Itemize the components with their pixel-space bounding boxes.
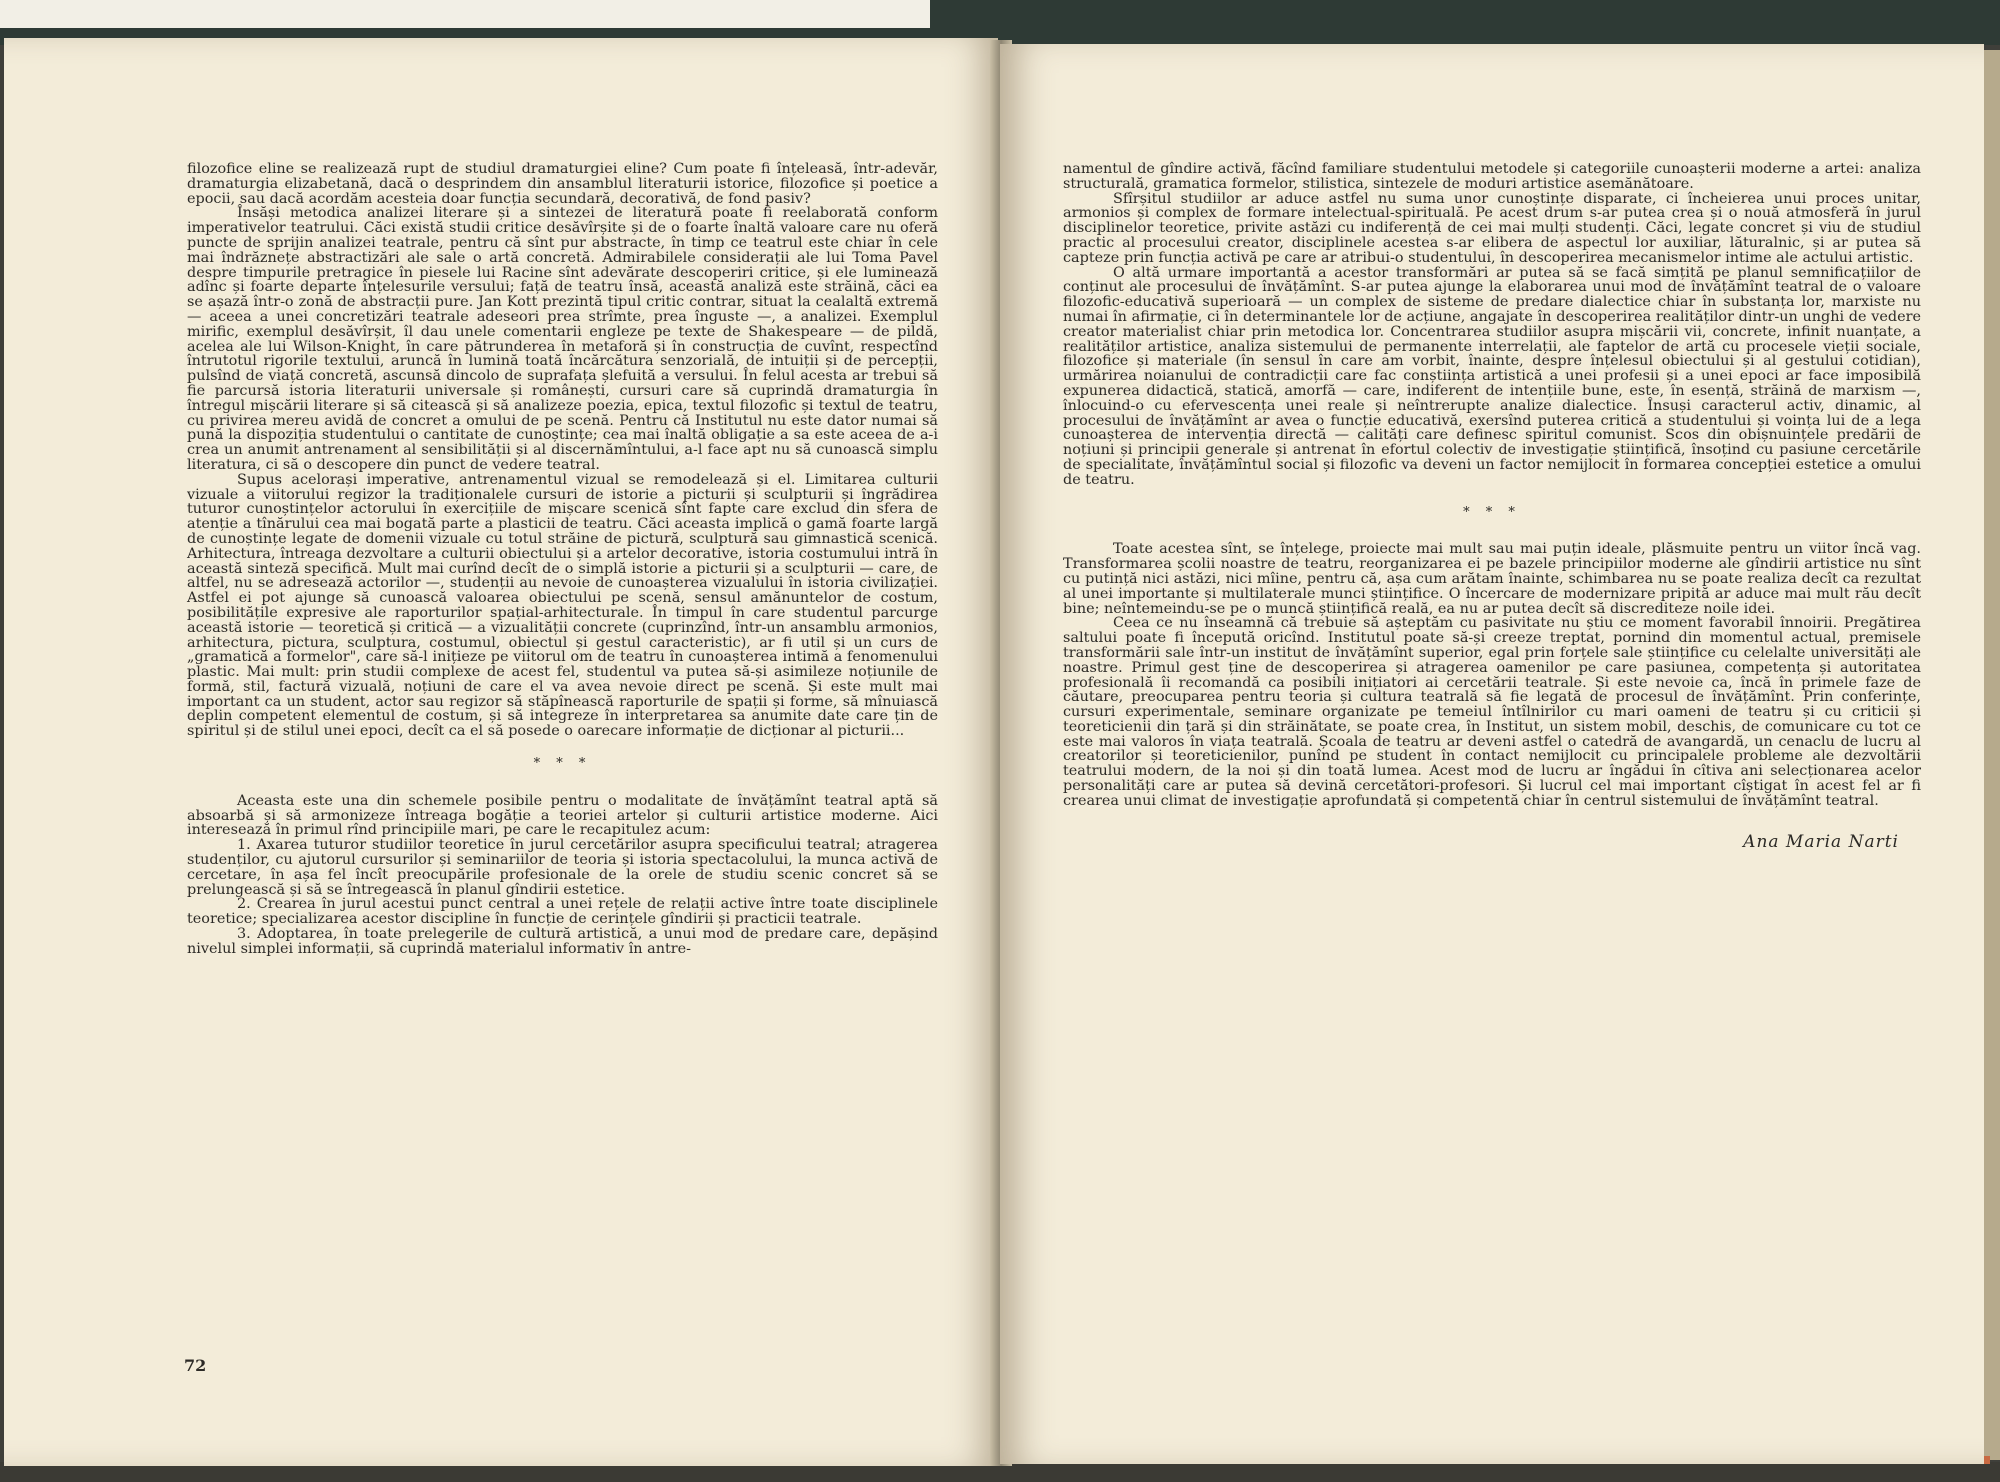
- right-page-text: [1063, 161, 1921, 852]
- section-separator: * * *: [533, 756, 592, 772]
- section-separator: * * *: [1463, 504, 1521, 520]
- author-signature: Ana Maria Narti: [1743, 831, 1899, 852]
- paragraph: Sfîrșitul studiilor ar aduce astfel nu suma unor cunoștințe disparate, ci încheierea unui proces unitar, armonios și complex de formare intelectual-spirituală. Pe acest drum s-ar putea crea și o nouă atmosferă în jurul disciplinelor teoretice, privite astăzi cu indiferență de cei mai mulți studenți. Căci, legate concret și viu de studiul practic al procesului creator, disciplinele acestea s-ar elibera de aspectul lor auxiliar, lăturalnic, și ar putea să capteze prin funcția activă pe care ar atribui-o studentului, în descoperirea mecanismelor intime ale actului artistic.: [1063, 190, 1921, 266]
- paper-tab: [0, 0, 930, 28]
- paragraph: Ceea ce nu înseamnă că trebuie să așteptăm cu pasivitate nu știu ce moment favorabil înnoirii. Pregătirea saltului poate fi începută oricînd. Institutul poate să-și creeze treptat, pornind din momentul actual, premisele transformării sale într-un institut de învățămînt superior, egal prin forțele sale științifice cu celelalte universități ale noastre. Primul gest ține de descoperirea și atragerea oamenilor pe care pasiunea, competența și autoritatea profesională îi recomandă ca posibili inițiatori ai cercetării teatrale. Și este nevoie ca, încă în primele faze de căutare, preocuparea pentru teoria și cultura teatrală să fie legată de procesul de învățămînt. Prin conferințe, cursuri experimentale, seminare organizate pe temeiul întîlnirilor cu mari oameni de teatru și cu criticii și teoreticienii din țară și din străinătate, se poate crea, în Institut, un sistem mobil, deschis, de comunicare cu tot ce este mai valoros în viața teatrală. Școala de teatru ar deveni astfel o catedră de avangardă, un cenaclu de lucru al creatorilor și teoreticienilor, punînd pe student în contact nemijlocit cu principalele probleme ale dezvoltării teatrului modern, de la noi și din toată lumea. Acest mod de lucru ar îngădui în cîtiva ani selecționarea acelor personalități care ar putea să devină cercetători-profesori. Și lucrul cel mai important cîștigat în acest fel ar fi crearea unui climat de investigație aprofundată și competentă chiar în centrul sistemului de învățămînt teatral.: [1063, 615, 1921, 809]
- left-page: [4, 38, 998, 1466]
- paragraph: namentul de gîndire activă, făcînd familiare studentului metodele și categoriile cunoașterii moderne a artei: analiza structurală, gramatica formelor, stilistica, sintezele de moduri artistice asemănătoare.: [1063, 161, 1921, 192]
- paragraph: Supus acelorași imperative, antrenamentul vizual se remodelează și el. Limitarea culturii vizuale a viitorului regizor la tradiționalele cursuri de istorie a picturii și sculpturii și îngrădirea tuturor cunoștințelor actorului în exercițiile de mișcare scenică sînt fapte care exclud din sfera de atenție a tînărului cea mai bogată parte a plasticii de teatru. Căci aceasta implică o gamă foarte largă de cunoștințe legate de domenii vizuale cu totul străine de pictură, sculptură sau gimnastică scenică. Arhitectura, întreaga dezvoltare a culturii obiectului și a artelor decorative, istoria costumului intră în această sinteză specifică. Mult mai curînd decît de o simplă istorie a picturii și a sculpturii — care, de altfel, nu se adresează actorilor —, studenții au nevoie de cunoașterea vizualului în istoria civilizației. Astfel ei pot ajunge să cunoască valoarea obiectului pe scenă, sensul amănuntelor de costum, posibilitățile expresive ale raporturilor spațial-arhitecturale. În timpul în care studentul parcurge această istorie — teoretică și critică — a vizualității concrete (cuprinzînd, într-un ansamblu armonios, arhitectura, pictura, sculptura, costumul, obiectul și gestul caracteristic), ar fi util și un curs de „gramatică a formelor", care să-l inițieze pe viitorul om de teatru în cunoașterea intimă a fenomenului plastic. Mai mult: prin studii complexe de acest fel, studentul va putea să-și asimileze noțiunile de formă, stil, factură vizuală, noțiuni de care el va avea nevoie direct pe scenă. Și este mult mai important ca un student, actor sau regizor să stăpînească raporturile de spații și forme, să mînuiască deplin competent elementul de costum, și să integreze în interpretarea sa anumite date care țin de spiritul și de stilul unei epoci, decît ca el să posede o oarecare informație de dicționar al picturii...: [187, 471, 938, 740]
- list-item: 1. Axarea tuturor studiilor teoretice în jurul cercetărilor asupra specificului teatral; atragerea studenților, cu ajutorul cursurilor și seminariilor de teoria și istoria spectacolului, la munca activă de cercetare, în așa fel încît preocupările profesionale de la orele de studiu scenic concret să se prelungească și să se întregească în planul gîndirii estetice.: [187, 837, 938, 898]
- paragraph: Însăși metodica analizei literare și a sintezei de literatură poate fi reelaborată conform imperativelor teatrului. Căci există studii critice desăvîrșite și de o foarte înaltă valoare care nu oferă puncte de sprijin analizei teatrale, pentru că sînt pur abstracte, în timp ce teatrul este chiar în cele mai îndrăznețe abstractizări ale sale o artă concretă. Admirabilele considerații ale lui Toma Pavel despre timpurile pretragice în piesele lui Racine sînt adevărate descoperiri critice, și ele luminează adînc și foarte departe înțelesurile versului; față de teatru însă, această analiză este străină, căci ea se așază într-o zonă de abstracții pure. Jan Kott prezintă tipul critic contrar, situat la cealaltă extremă — aceea a unei concretizări teatrale adeseori prea strîmte, prea înguste —, a analizei. Exemplul mirific, exemplul desăvîrșit, îl dau unele comentarii engleze pe texte de Shakespeare — de pildă, acelea ale lui Wilson-Knight, în care pătrunderea în metaforă și în construcția de cuvînt, respectînd întrutotul rigorile textului, aruncă în lumină toată încărcătura senzorială, de intuiții și de percepții, pulsînd de viață concretă, ascunsă dincolo de suprafața șlefuită a versului. În felul acesta ar trebui să fie parcursă istoria literaturii universale și românești, cursuri care să cuprindă dramaturgia în întregul mișcării literare și să citească și să analizeze poezia, epica, textul filozofic și textul de teatru, cu privirea mereu avidă de concret a omului de pe scenă. Pentru că Institutul nu este dator numai să pună la dispoziția studentului o cantitate de cunoștințe; cea mai înaltă obligație a sa este aceea de a-i crea un anumit antrenament al sensibilității și al discernămîntului, a-l face apt nu să cunoască simplu literatura, ci să o descopere din punct de vedere teatral.: [187, 205, 938, 473]
- paragraph: O altă urmare importantă a acestor transformări ar putea să se facă simțită pe planul semnificațiilor de conținut ale procesului de învățămînt. S-ar putea ajunge la elaborarea unui mod de învățămînt teatral de o valoare filozofic-educativă superioară — un complex de sisteme de predare dialectice chiar în substanța lor, marxiste nu numai în afirmație, ci în determinantele lor de acțiune, angajate în descoperirea realităților dintr-un unghi de vedere creator materialist chiar prin metodica lor. Concentrarea studiilor asupra mișcării vii, concrete, infinit nuanțate, a realităților artistice, analiza sistemului de permanente interrelații, ale faptelor de artă cu procesele vieții sociale, filozofice și materiale (în sensul în care am vorbit, înainte, despre înțelesul obiectului și al gestului cotidian), urmărirea noianului de contradicții care fac conștiința artistică a unei profesii și a unei epoci ar face imposibilă expunerea didactică, statică, amorfă — care, indiferent de intențiile bune, este, în esență, străină de marxism —, înlocuind-o cu efervescența unei reale și neîntrerupte analize dialectice. Însuși caracterul activ, dinamic, al procesului de învățămînt ar avea o funcție educativă, exersînd puterea critică a studentului și voința lui de a lega cunoașterea de intervenția directă — calități care definesc spiritul comunist. Scos din obișnuințele predării de noțiuni și principii generale și antrenat în efortul colectiv de investigație științifică, însoțind cu pasiune cercetările de specialitate, învățămîntul social și filozofic va deveni un factor nemijlocit în formarea concepției estetice a omului de teatru.: [1063, 264, 1921, 488]
- right-page: [1000, 44, 1984, 1464]
- paragraph: Toate acestea sînt, se înțelege, proiecte mai mult sau mai puțin ideale, plăsmuite pentru un viitor încă vag. Transformarea școlii noastre de teatru, reorganizarea ei pe bazele principiilor moderne ale gîndirii artistice nu sînt cu putință nici astăzi, nici mîine, pentru că, așa cum arătam înainte, schimbarea nu se poate realiza decît ca rezultat al unei importante și multilaterale munci științifice. O încercare de modernizare pripită ar aduce mai mult rău decît bine; neîntemeindu-se pe o muncă științifică reală, ea nu ar putea decît să discrediteze noile idei.: [1063, 541, 1921, 617]
- list-item: 3. Adoptarea, în toate prelegerile de cultură artistică, a unui mod de predare care, depășind nivelul simplei informații, să cuprindă materialul informativ în antre-: [187, 926, 938, 957]
- paragraph: Aceasta este una din schemele posibile pentru o modalitate de învățămînt teatral aptă să absoarbă și să armonizeze întreaga bogăție a teoriei artelor și culturii artistice moderne. Aici interesează în primul rînd principiile mari, pe care le recapitulez acum:: [187, 792, 938, 839]
- book-edge: [1984, 50, 2000, 1460]
- left-page-text: [187, 162, 938, 957]
- paragraph: filozofice eline se realizează rupt de studiul dramaturgiei eline? Cum poate fi înțeleasă, într-adevăr, dramaturgia elizabetană, dacă o desprindem din ansamblul literaturii istorice, filozofice și poetice a epocii, sau dacă acordăm acesteia doar funcția secundară, decorativă, de fond pasiv?: [187, 161, 938, 207]
- page-number: 72: [184, 1356, 207, 1375]
- list-item: 2. Crearea în jurul acestui punct central a unei rețele de relații active între toate disciplinele teoretice; specializarea acestor discipline în funcție de cerințele gîndirii și practicii teatrale.: [187, 896, 938, 928]
